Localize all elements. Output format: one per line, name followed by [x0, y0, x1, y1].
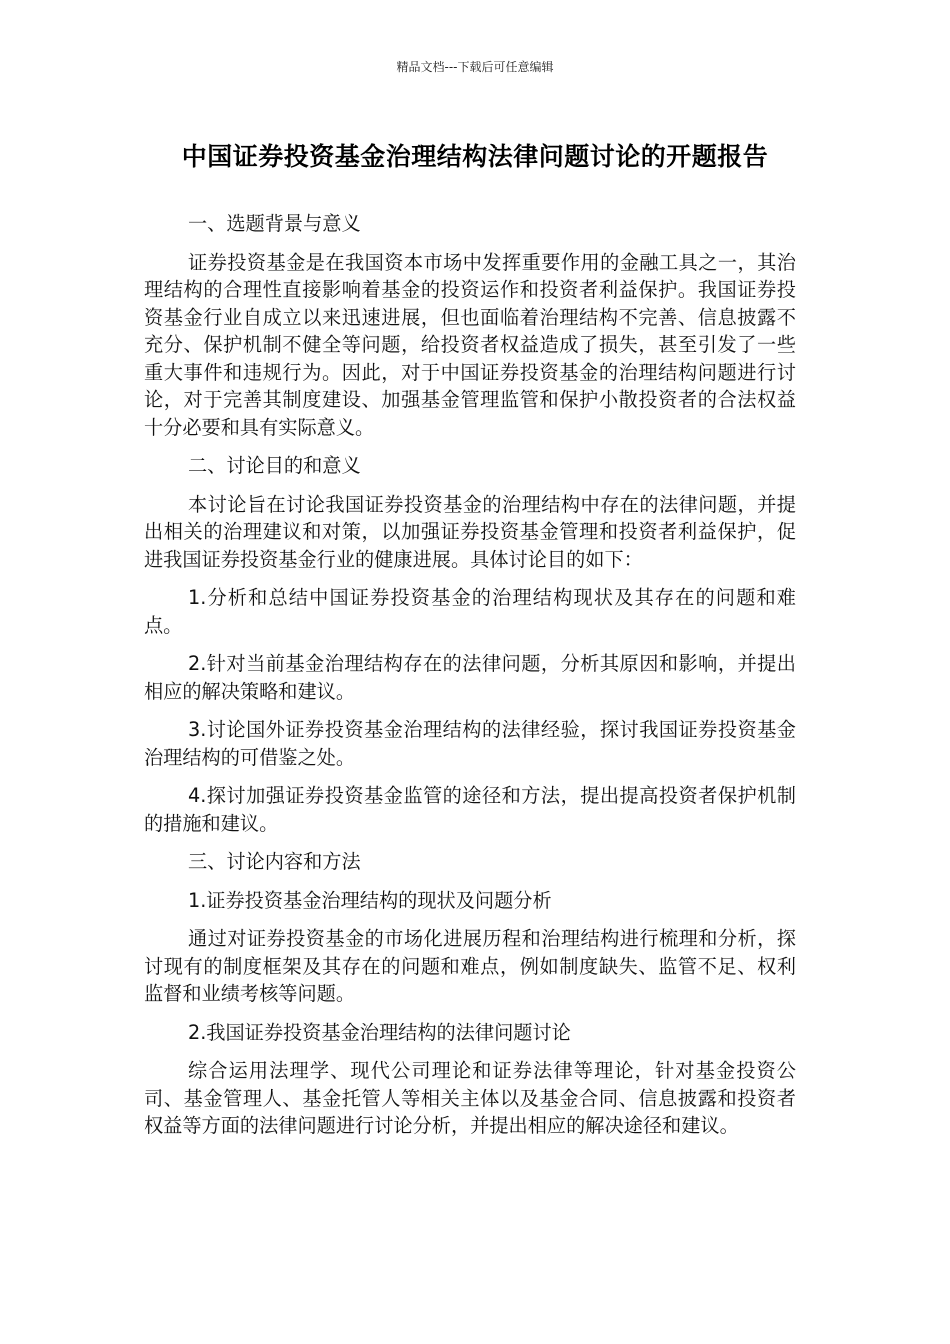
- paragraph-purpose: 本讨论旨在讨论我国证券投资基金的治理结构中存在的法律问题，并提出相关的治理建议和对策，以加强证券投资基金管理和投资者利益保护，促进我国证券投资基金行业的健康进展。具体讨论目的如下：: [144, 492, 796, 571]
- purpose-item-4: 4.探讨加强证券投资基金监管的途径和方法，提出提高投资者保护机制的措施和建议。: [144, 784, 796, 835]
- section-heading-1: 一、选题背景与意义: [188, 212, 361, 235]
- document-body: [144, 210, 796, 1151]
- subsection-heading-2: 2.我国证券投资基金治理结构的法律问题讨论: [188, 1020, 571, 1044]
- paragraph-background: 证券投资基金是在我国资本市场中发挥重要作用的金融工具之一，其治理结构的合理性直接影响着基金的投资运作和投资者利益保护。我国证券投资基金行业自成立以来迅速进展，但也面临着治理结构不完善、信息披露不充分、保护机制不健全等问题，给投资者权益造成了损失，甚至引发了一些重大事件和违规行为。因此，对于中国证券投资基金的治理结构问题进行讨论，对于完善其制度建设、加强基金管理监管和保护小散投资者的合法权益十分必要和具有实际意义。: [144, 250, 796, 439]
- purpose-item-2: 2.针对当前基金治理结构存在的法律问题，分析其原因和影响，并提出相应的解决策略和建议。: [144, 652, 796, 703]
- purpose-item-1: 1.分析和总结中国证券投资基金的治理结构现状及其存在的问题和难点。: [144, 586, 796, 637]
- subsection-heading-1: 1.证券投资基金治理结构的现状及问题分析: [188, 888, 552, 912]
- paragraph-status-analysis: 通过对证券投资基金的市场化进展历程和治理结构进行梳理和分析，探讨现有的制度框架及其存在的问题和难点，例如制度缺失、监管不足、权利监督和业绩考核等问题。: [144, 927, 796, 1005]
- section-heading-2: 二、讨论目的和意义: [188, 454, 361, 477]
- document-title: 中国证券投资基金治理结构法律问题讨论的开题报告: [181, 142, 769, 171]
- section-heading-3: 三、讨论内容和方法: [188, 850, 361, 873]
- purpose-item-3: 3.讨论国外证券投资基金治理结构的法律经验，探讨我国证券投资基金治理结构的可借鉴之处。: [144, 718, 796, 769]
- header-note: 精品文档---下载后可任意编辑: [396, 60, 554, 74]
- paragraph-legal-discussion: 综合运用法理学、现代公司理论和证券法律等理论，针对基金投资公司、基金管理人、基金托管人等相关主体以及基金合同、信息披露和投资者权益等方面的法律问题进行讨论分析，并提出相应的解决途径和建议。: [144, 1059, 796, 1137]
